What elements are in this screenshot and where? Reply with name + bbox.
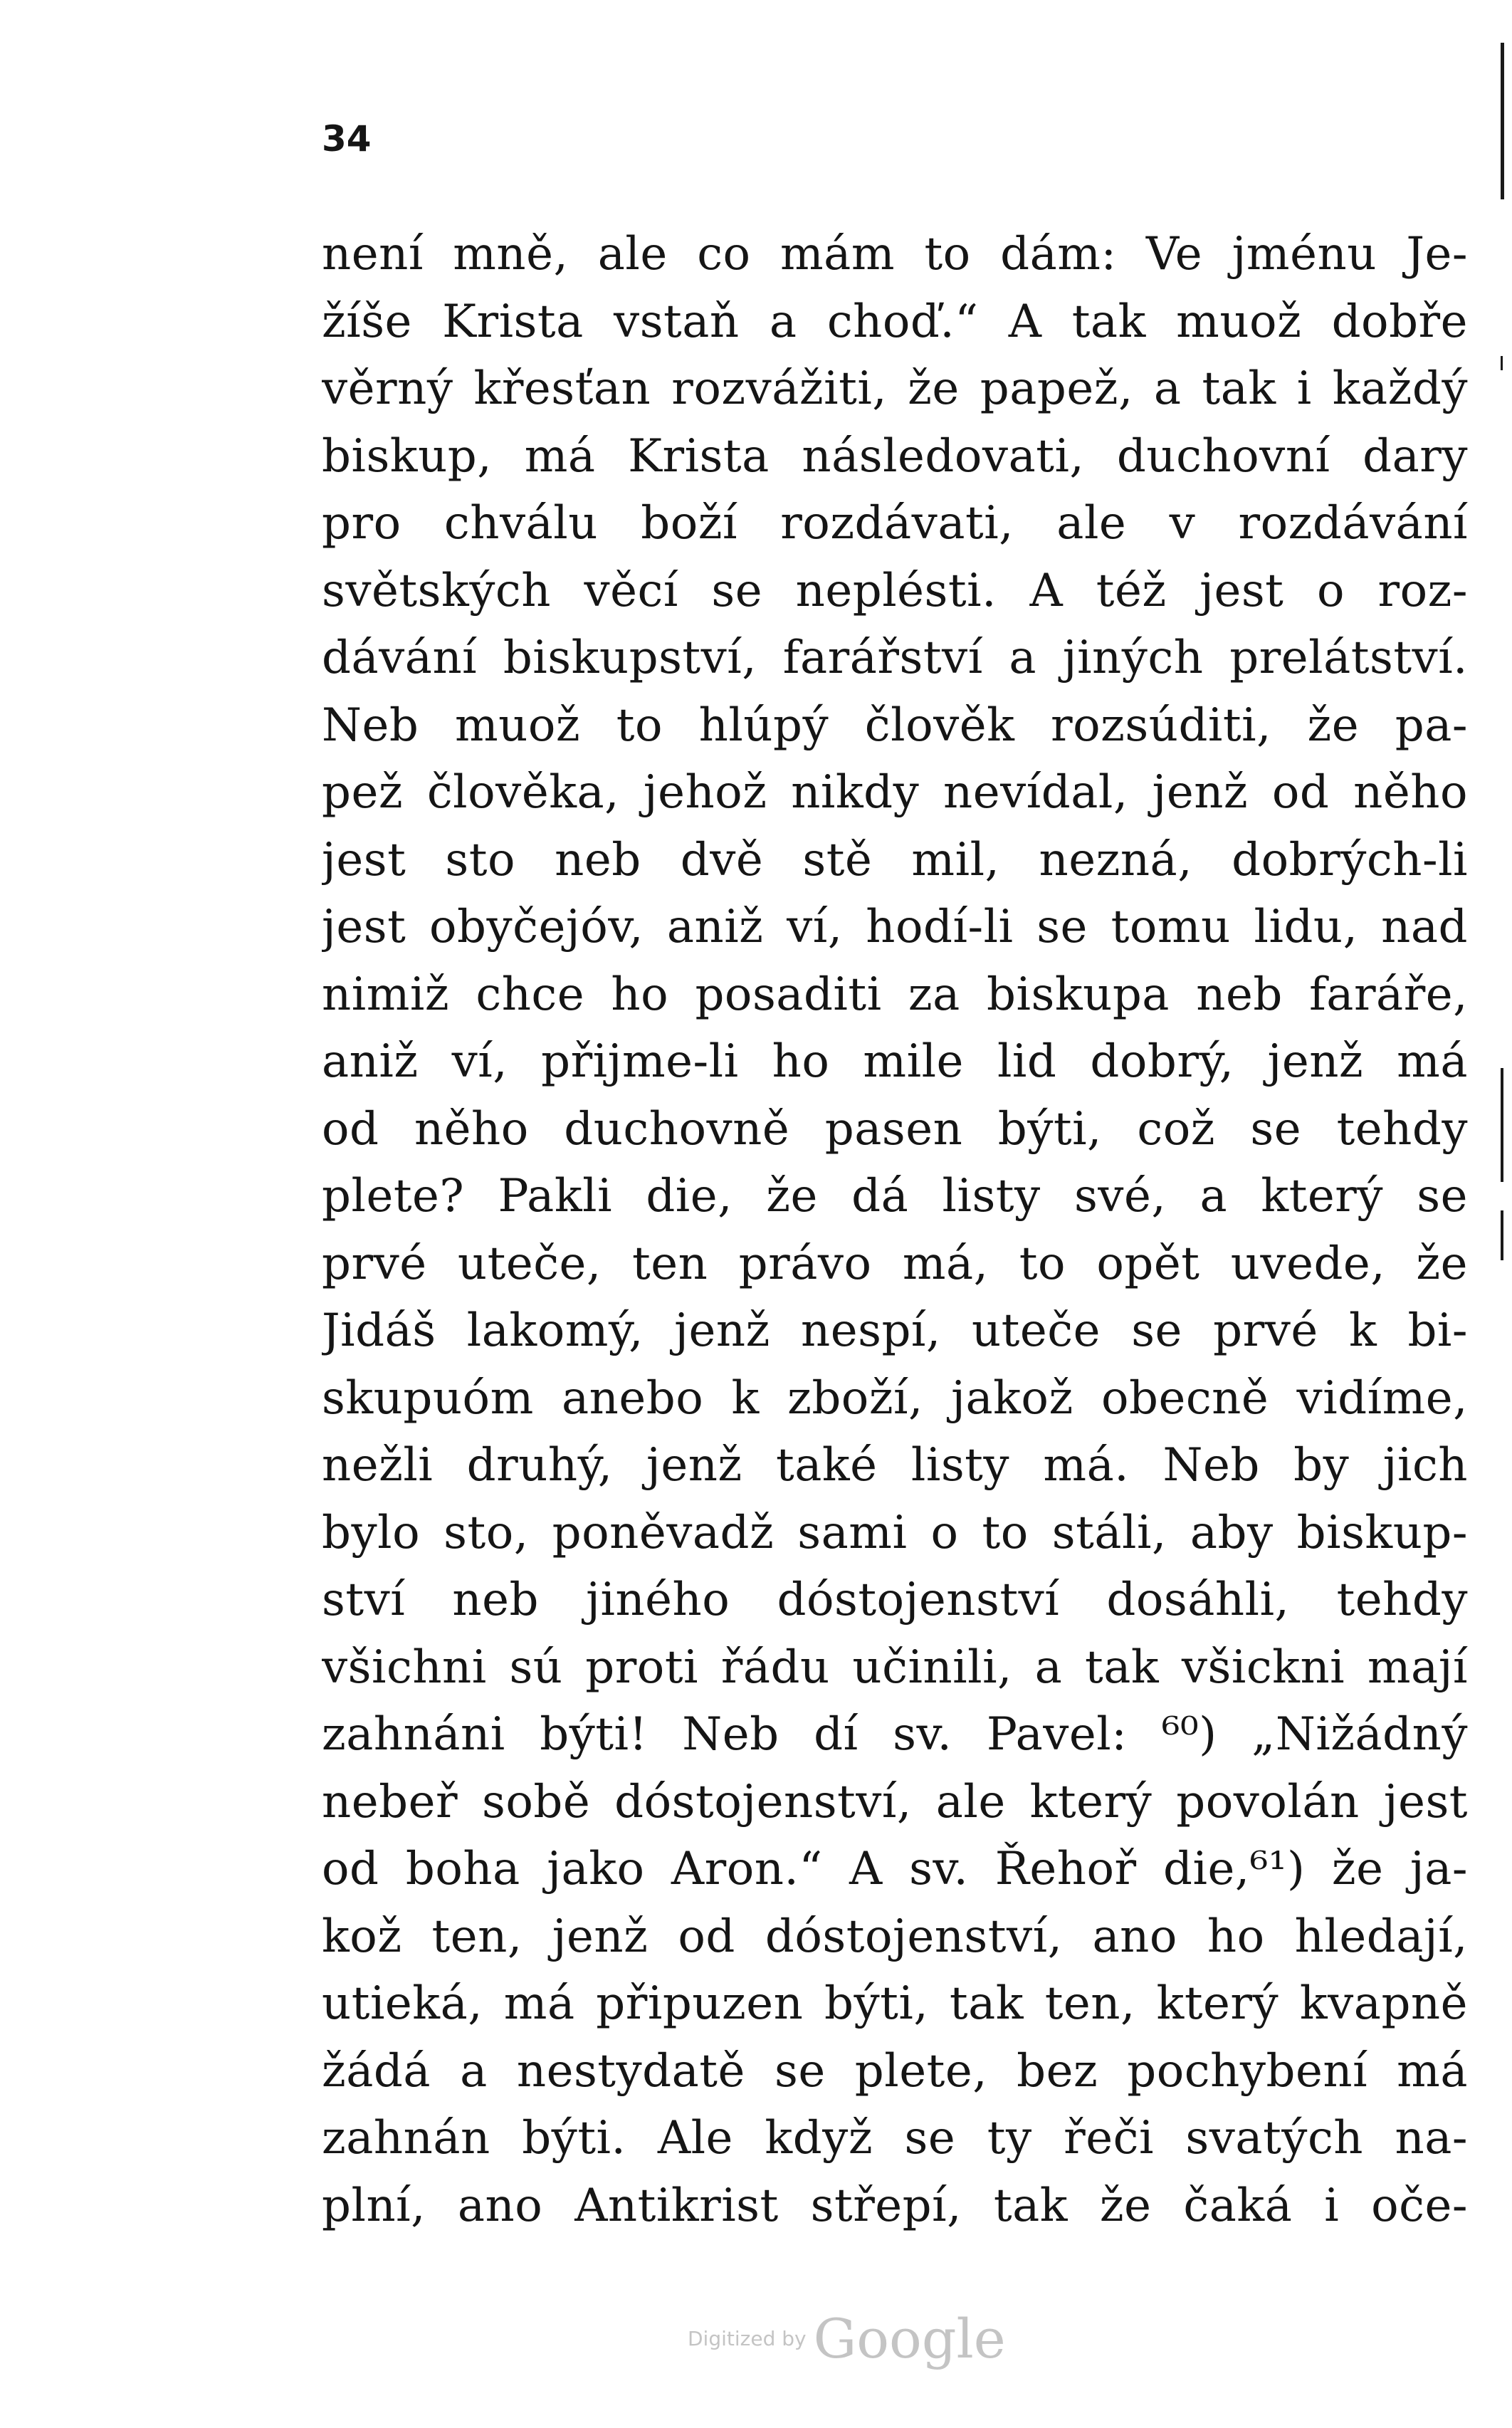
text-line: od něho duchovně pasen býti, což se tehdy	[322, 1102, 1468, 1156]
text-line: bylo sto, poněvadž sami o to stáli, aby biskup-	[322, 1506, 1468, 1559]
text-line: nimiž chce ho posaditi za biskupa neb faráře,	[322, 968, 1468, 1021]
text-line: žádá a nestydatě se plete, bez pochybení má	[322, 2044, 1468, 2098]
text-line: plete? Pakli die, že dá listy své, a který se	[322, 1170, 1468, 1223]
text-line: skupuóm anebo k zboží, jakož obecně vidíme,	[322, 1371, 1468, 1425]
text-line: všichni sú proti řádu učinili, a tak všickni mají	[322, 1641, 1468, 1694]
page-number: 34	[322, 118, 372, 159]
body-text	[322, 221, 1468, 2239]
text-line: světských věcí se neplésti. A též jest o roz-	[322, 564, 1468, 617]
text-line: žíše Krista vstaň a choď.“ A tak muož dobře	[322, 295, 1468, 348]
text-line: jest sto neb dvě stě mil, nezná, dobrých-li	[322, 833, 1468, 886]
digitized-watermark	[688, 2307, 1006, 2370]
text-line: věrný křesťan rozvážiti, že papež, a tak i každý	[322, 362, 1468, 415]
edge-scan-mark	[1501, 1210, 1503, 1260]
text-line: plní, ano Antikrist střepí, tak že čaká i oče-	[322, 2179, 1468, 2232]
edge-scan-mark	[1501, 43, 1504, 199]
text-line: není mně, ale co mám to dám: Ve jménu Je-	[322, 228, 1468, 281]
text-line: pro chválu boží rozdávati, ale v rozdávání	[322, 497, 1468, 550]
text-line: prvé uteče, ten právo má, to opět uvede, že	[322, 1237, 1468, 1290]
text-line: Neb muož to hlúpý člověk rozsúditi, že pa-	[322, 698, 1468, 752]
text-line: od boha jako Aron.“ A sv. Řehoř die,⁶¹) že ja-	[322, 1843, 1468, 1895]
text-line: kož ten, jenž od dóstojenství, ano ho hledají,	[322, 1910, 1468, 1963]
edge-scan-mark	[1501, 356, 1503, 370]
text-line: ství neb jiného dóstojenství dosáhli, tehdy	[322, 1574, 1468, 1626]
text-line: nebeř sobě dóstojenství, ale který povolán jest	[322, 1775, 1468, 1828]
text-line: zahnán býti. Ale když se ty řeči svatých na-	[322, 2112, 1468, 2165]
text-line: aniž ví, přijme-li ho mile lid dobrý, jenž má	[322, 1035, 1468, 1088]
text-line: pež člověka, jehož nikdy nevídal, jenž od něho	[322, 766, 1468, 819]
text-line: nežli druhý, jenž také listy má. Neb by jich	[322, 1439, 1468, 1492]
watermark-prefix: Digitized by	[688, 2327, 807, 2350]
text-line: biskup, má Krista následovati, duchovní dary	[322, 429, 1468, 483]
watermark-brand-logo: Google	[813, 2307, 1006, 2370]
text-line: dávání biskupství, farářství a jiných prelátství.	[322, 632, 1468, 684]
text-line: utieká, má připuzen býti, tak ten, který kvapně	[322, 1977, 1468, 2030]
text-line: Jidáš lakomý, jenž nespí, uteče se prvé k bi-	[322, 1304, 1468, 1357]
text-line: zahnáni býti! Neb dí sv. Pavel: ⁶⁰) „Nižádný	[322, 1708, 1468, 1761]
text-line: jest obyčejóv, aniž ví, hodí-li se tomu lidu, nad	[322, 901, 1468, 953]
edge-scan-mark	[1501, 1068, 1503, 1182]
